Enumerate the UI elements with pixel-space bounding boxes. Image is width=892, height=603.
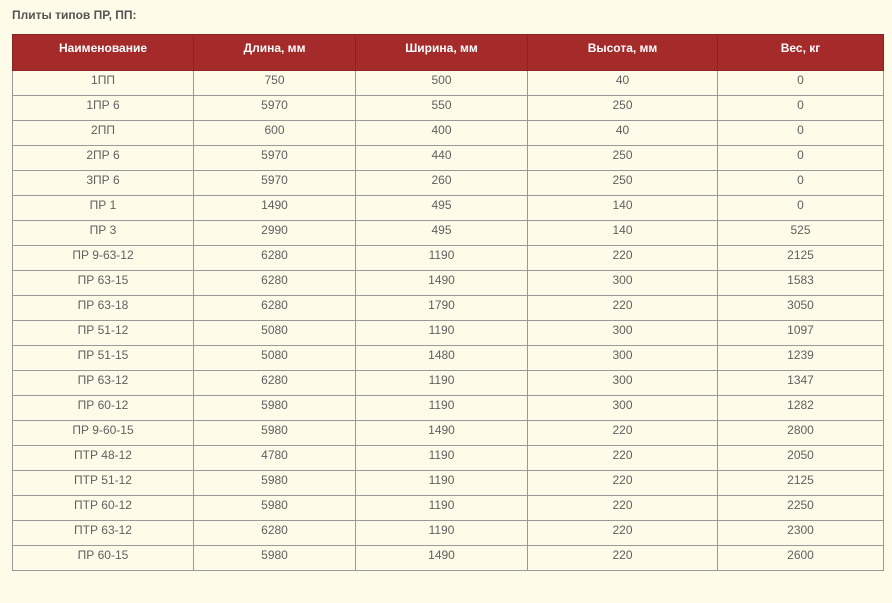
cell-weight: 1583 — [718, 271, 884, 296]
table-row — [13, 521, 884, 546]
cell-weight: 1282 — [718, 396, 884, 421]
table-row — [13, 96, 884, 121]
cell-name: 1ПР 6 — [13, 96, 194, 121]
cell-name: ПР 60-12 — [13, 396, 194, 421]
cell-weight: 0 — [718, 96, 884, 121]
column-header-width: Ширина, мм — [356, 35, 528, 71]
cell-length: 4780 — [194, 446, 356, 471]
cell-length: 5970 — [194, 96, 356, 121]
cell-height: 220 — [528, 421, 718, 446]
cell-width: 1190 — [356, 321, 528, 346]
cell-height: 220 — [528, 246, 718, 271]
cell-name: 2ПР 6 — [13, 146, 194, 171]
cell-height: 250 — [528, 146, 718, 171]
cell-length: 2990 — [194, 221, 356, 246]
table-row — [13, 221, 884, 246]
cell-height: 220 — [528, 446, 718, 471]
cell-height: 220 — [528, 471, 718, 496]
cell-name: ПТР 51-12 — [13, 471, 194, 496]
cell-name: 3ПР 6 — [13, 171, 194, 196]
cell-length: 5980 — [194, 546, 356, 571]
page-title: Плиты типов ПР, ПП: — [12, 8, 137, 22]
cell-name: ПР 63-12 — [13, 371, 194, 396]
cell-name: ПТР 60-12 — [13, 496, 194, 521]
table-header — [13, 35, 884, 71]
cell-length: 600 — [194, 121, 356, 146]
cell-height: 220 — [528, 296, 718, 321]
cell-name: ПР 51-15 — [13, 346, 194, 371]
cell-length: 5080 — [194, 346, 356, 371]
cell-height: 40 — [528, 71, 718, 96]
cell-weight: 2800 — [718, 421, 884, 446]
cell-width: 1190 — [356, 446, 528, 471]
cell-weight: 0 — [718, 171, 884, 196]
cell-length: 750 — [194, 71, 356, 96]
column-header-name: Наименование — [13, 35, 194, 71]
cell-name: ПР 63-15 — [13, 271, 194, 296]
cell-width: 1190 — [356, 371, 528, 396]
cell-name: 2ПП — [13, 121, 194, 146]
cell-height: 220 — [528, 496, 718, 521]
cell-width: 500 — [356, 71, 528, 96]
cell-height: 40 — [528, 121, 718, 146]
table-row — [13, 421, 884, 446]
header-row — [13, 35, 884, 71]
cell-length: 6280 — [194, 296, 356, 321]
cell-height: 250 — [528, 171, 718, 196]
cell-width: 1490 — [356, 271, 528, 296]
cell-width: 495 — [356, 221, 528, 246]
table-row — [13, 496, 884, 521]
cell-width: 1490 — [356, 546, 528, 571]
cell-length: 6280 — [194, 521, 356, 546]
cell-height: 220 — [528, 546, 718, 571]
cell-name: ПР 1 — [13, 196, 194, 221]
cell-name: ПР 51-12 — [13, 321, 194, 346]
cell-width: 1190 — [356, 396, 528, 421]
cell-length: 6280 — [194, 371, 356, 396]
cell-width: 1190 — [356, 246, 528, 271]
cell-weight: 0 — [718, 121, 884, 146]
table-row — [13, 71, 884, 96]
cell-weight: 2125 — [718, 246, 884, 271]
cell-name: ПР 9-63-12 — [13, 246, 194, 271]
cell-length: 1490 — [194, 196, 356, 221]
cell-name: ПТР 48-12 — [13, 446, 194, 471]
cell-height: 300 — [528, 321, 718, 346]
cell-weight: 0 — [718, 71, 884, 96]
cell-height: 300 — [528, 271, 718, 296]
cell-length: 6280 — [194, 246, 356, 271]
cell-name: ПР 60-15 — [13, 546, 194, 571]
cell-weight: 525 — [718, 221, 884, 246]
table-row — [13, 146, 884, 171]
cell-weight: 1347 — [718, 371, 884, 396]
cell-weight: 1097 — [718, 321, 884, 346]
cell-height: 300 — [528, 396, 718, 421]
table-row — [13, 296, 884, 321]
table-body — [13, 71, 884, 571]
cell-length: 5970 — [194, 171, 356, 196]
column-header-weight: Вес, кг — [718, 35, 884, 71]
cell-width: 1190 — [356, 521, 528, 546]
cell-name: ПР 63-18 — [13, 296, 194, 321]
column-header-height: Высота, мм — [528, 35, 718, 71]
cell-weight: 2050 — [718, 446, 884, 471]
cell-name: 1ПП — [13, 71, 194, 96]
cell-length: 5970 — [194, 146, 356, 171]
cell-weight: 1239 — [718, 346, 884, 371]
cell-length: 5980 — [194, 421, 356, 446]
cell-weight: 2250 — [718, 496, 884, 521]
table-row — [13, 246, 884, 271]
cell-width: 1480 — [356, 346, 528, 371]
specs-table — [12, 34, 884, 571]
table-row — [13, 321, 884, 346]
cell-name: ПР 9-60-15 — [13, 421, 194, 446]
cell-height: 140 — [528, 196, 718, 221]
cell-height: 140 — [528, 221, 718, 246]
table-row — [13, 446, 884, 471]
table-row — [13, 196, 884, 221]
column-header-length: Длина, мм — [194, 35, 356, 71]
table-row — [13, 346, 884, 371]
cell-name: ПТР 63-12 — [13, 521, 194, 546]
cell-weight: 0 — [718, 196, 884, 221]
cell-height: 250 — [528, 96, 718, 121]
cell-name: ПР 3 — [13, 221, 194, 246]
cell-length: 6280 — [194, 271, 356, 296]
cell-weight: 3050 — [718, 296, 884, 321]
cell-height: 220 — [528, 521, 718, 546]
cell-weight: 2600 — [718, 546, 884, 571]
cell-width: 1190 — [356, 471, 528, 496]
table-row — [13, 396, 884, 421]
table-row — [13, 546, 884, 571]
cell-weight: 2300 — [718, 521, 884, 546]
cell-weight: 2125 — [718, 471, 884, 496]
table-row — [13, 271, 884, 296]
table-row — [13, 471, 884, 496]
table-row — [13, 171, 884, 196]
cell-width: 1490 — [356, 421, 528, 446]
cell-width: 1790 — [356, 296, 528, 321]
table-row — [13, 371, 884, 396]
cell-width: 495 — [356, 196, 528, 221]
cell-length: 5980 — [194, 471, 356, 496]
cell-width: 400 — [356, 121, 528, 146]
cell-width: 550 — [356, 96, 528, 121]
table-row — [13, 121, 884, 146]
cell-height: 300 — [528, 371, 718, 396]
cell-width: 1190 — [356, 496, 528, 521]
cell-length: 5980 — [194, 496, 356, 521]
cell-weight: 0 — [718, 146, 884, 171]
cell-width: 260 — [356, 171, 528, 196]
cell-length: 5080 — [194, 321, 356, 346]
cell-height: 300 — [528, 346, 718, 371]
cell-length: 5980 — [194, 396, 356, 421]
cell-width: 440 — [356, 146, 528, 171]
